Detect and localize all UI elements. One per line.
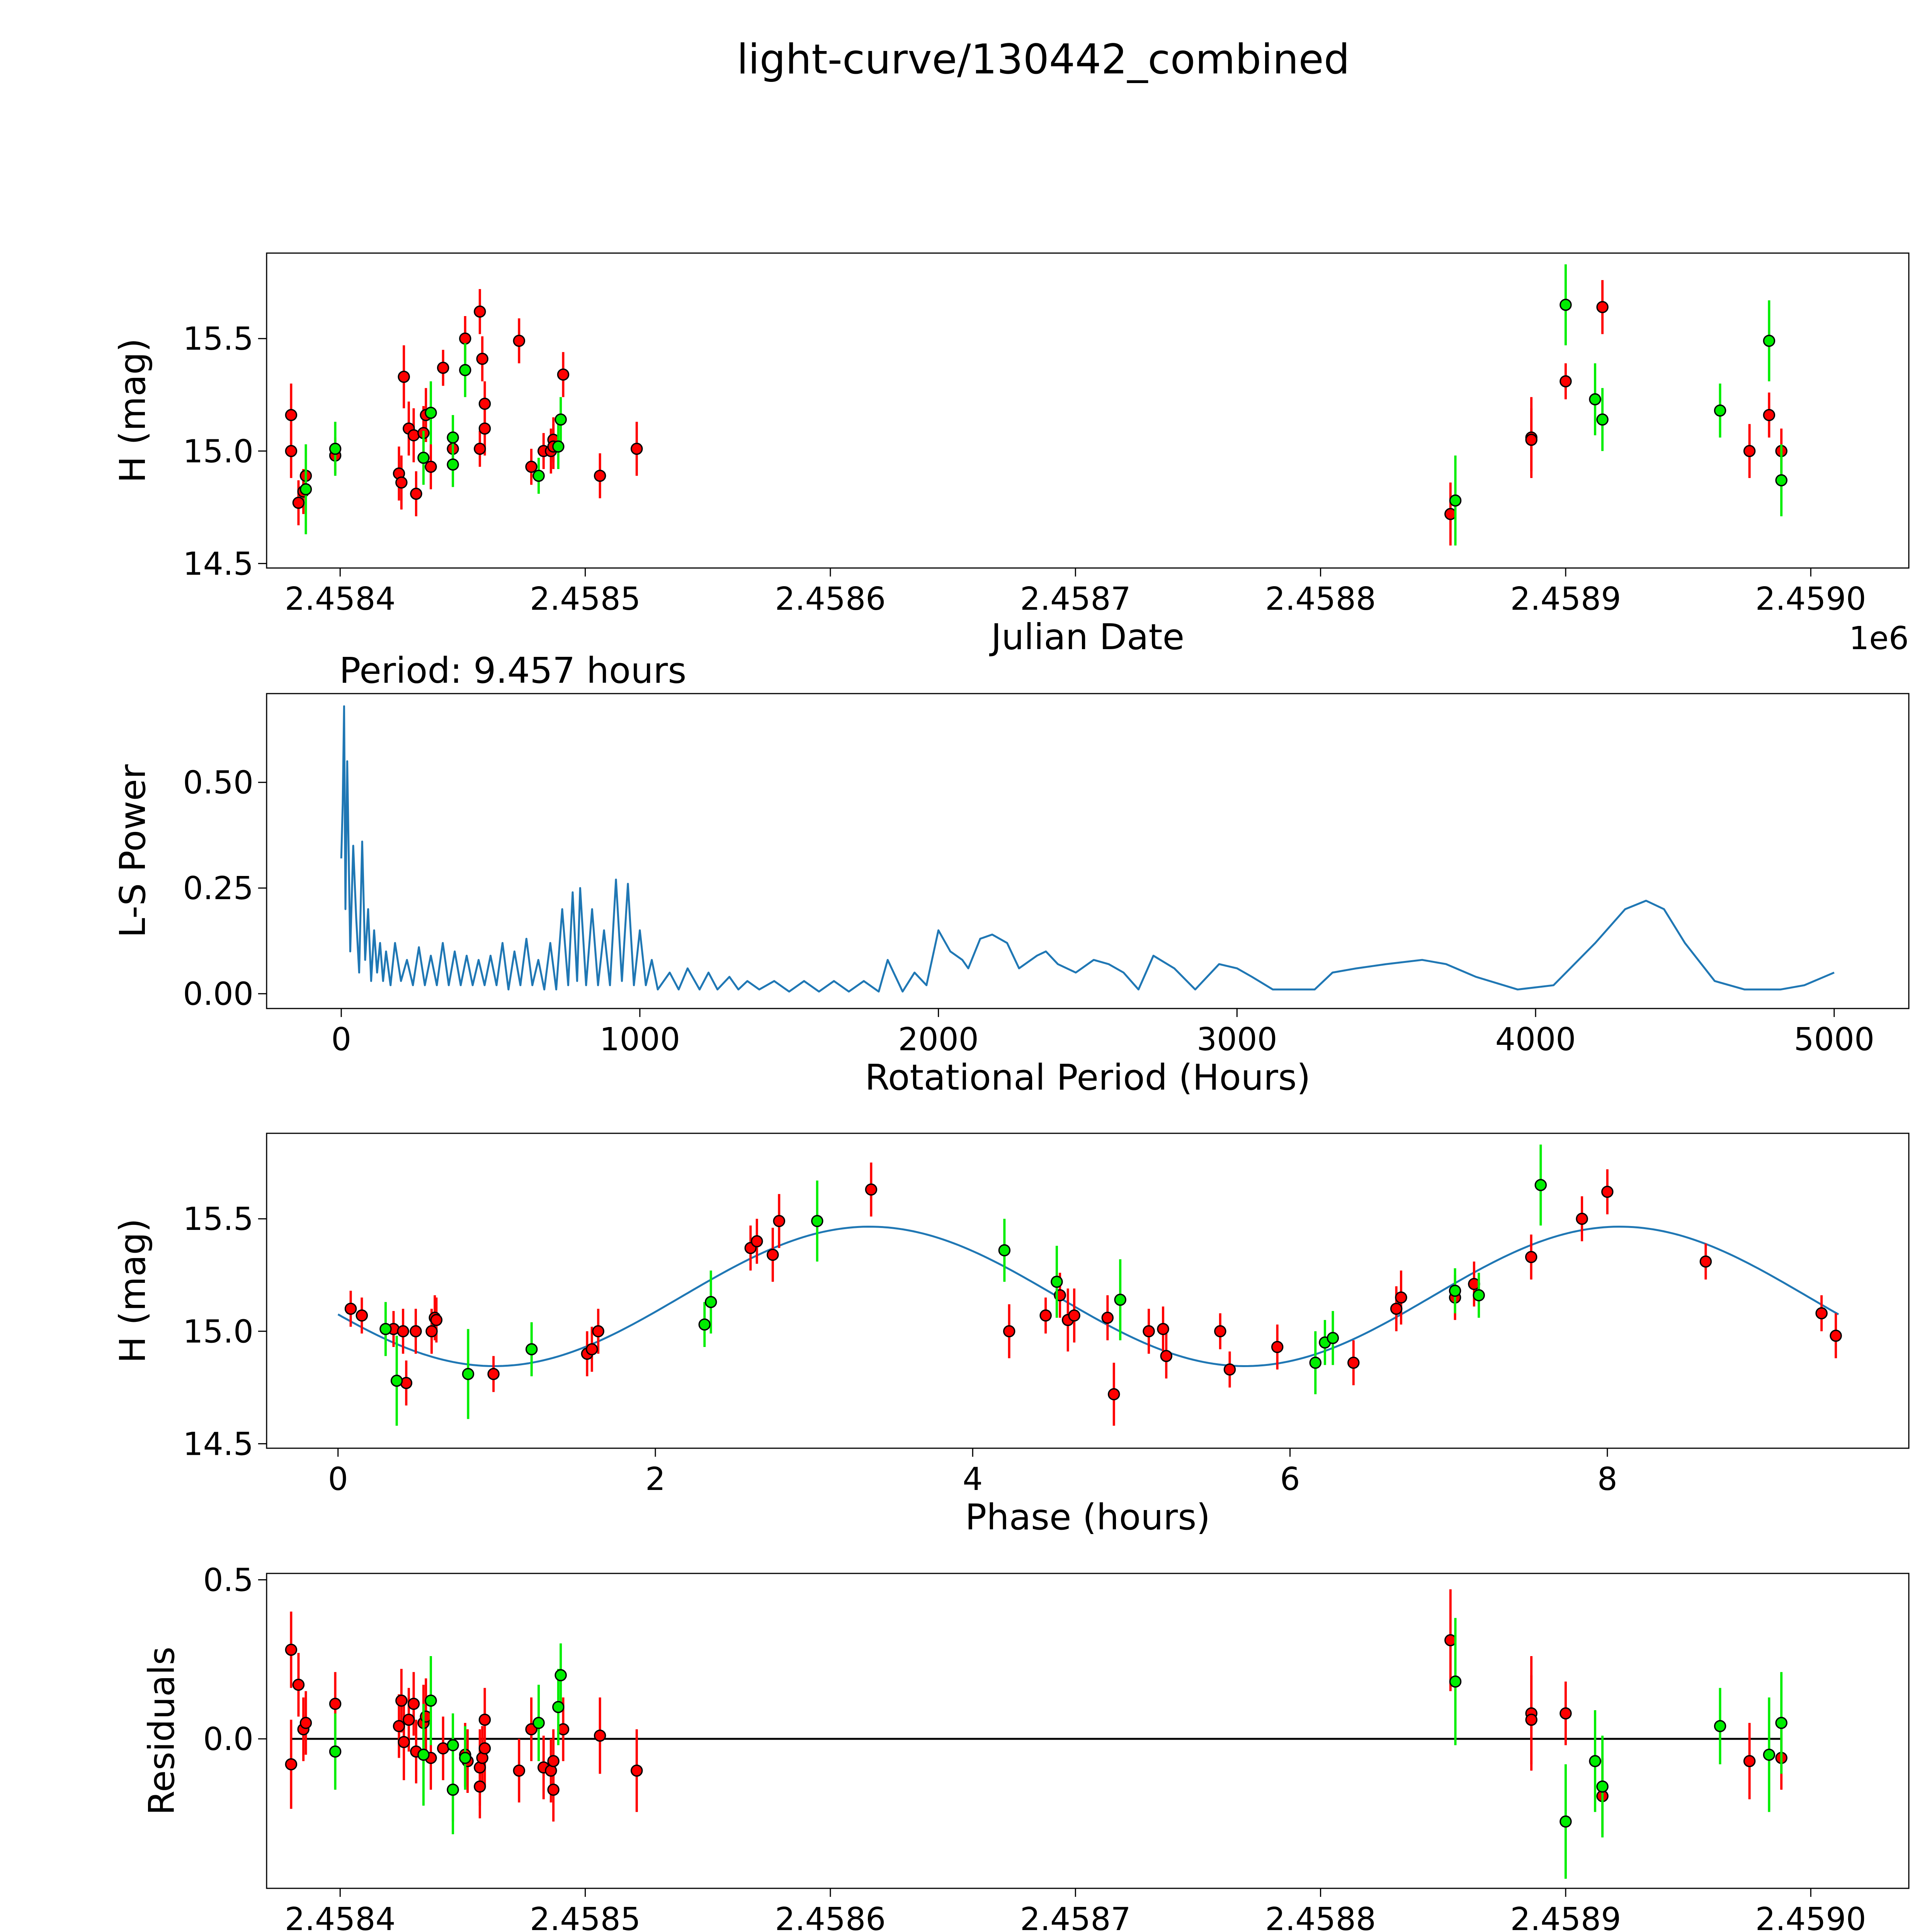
data-point	[548, 1784, 559, 1795]
x-tick-label: 2.4584	[284, 581, 396, 617]
data-point	[1602, 1186, 1613, 1197]
data-point	[595, 470, 605, 481]
data-point	[1560, 299, 1571, 310]
data-point	[431, 1315, 442, 1325]
data-point	[398, 1326, 408, 1337]
data-point	[1348, 1357, 1359, 1368]
data-point	[447, 432, 458, 443]
data-point	[1744, 1756, 1755, 1767]
data-point	[300, 484, 311, 495]
data-point	[286, 446, 296, 456]
data-point	[480, 1743, 490, 1754]
data-point	[1526, 1714, 1537, 1725]
data-point	[345, 1303, 356, 1314]
y-axis-label: L-S Power	[112, 764, 153, 938]
data-point	[812, 1216, 823, 1226]
data-point	[1744, 446, 1755, 456]
x-tick-label: 2.4589	[1510, 581, 1621, 617]
x-tick-label: 2.4590	[1755, 581, 1866, 617]
x-tick-label: 6	[1280, 1461, 1300, 1498]
data-point	[1526, 434, 1537, 445]
data-point	[403, 1714, 414, 1725]
data-point	[1161, 1350, 1172, 1361]
data-point	[1830, 1330, 1841, 1341]
data-point	[286, 1759, 296, 1770]
x-axis-label: Rotational Period (Hours)	[865, 1057, 1311, 1098]
x-tick-label: 4000	[1495, 1021, 1576, 1058]
data-point	[1143, 1326, 1154, 1337]
data-point	[396, 1695, 407, 1706]
data-point	[425, 1695, 436, 1706]
data-point	[533, 470, 544, 481]
y-axis-label: H (mag)	[112, 1218, 153, 1363]
data-point	[526, 461, 537, 472]
data-point	[1102, 1312, 1113, 1323]
data-point	[631, 1765, 642, 1776]
phased-light-curve-panel	[112, 1133, 1909, 1538]
data-point	[555, 1670, 566, 1680]
data-point	[767, 1249, 778, 1260]
data-point	[699, 1319, 710, 1330]
x-tick-label: 2.4587	[1020, 581, 1131, 617]
x-tick-label: 2.4586	[775, 581, 886, 617]
data-point	[631, 443, 642, 454]
data-point	[394, 1721, 405, 1731]
x-tick-label: 5000	[1794, 1021, 1875, 1058]
data-point	[391, 1375, 402, 1386]
axes-frame	[267, 253, 1909, 568]
y-tick-label: 0.00	[183, 976, 253, 1013]
y-tick-label: 0.0	[203, 1721, 253, 1758]
data-point	[1069, 1310, 1080, 1321]
data-point	[488, 1369, 499, 1379]
data-point	[425, 461, 436, 472]
data-point	[1327, 1333, 1338, 1344]
data-point	[1764, 1749, 1774, 1760]
data-point	[460, 333, 471, 344]
data-point	[526, 1344, 537, 1355]
data-point	[447, 1740, 458, 1751]
data-point	[380, 1323, 391, 1334]
data-point	[286, 1645, 296, 1655]
light-curve-panel	[112, 253, 1909, 658]
data-point	[398, 1736, 409, 1747]
data-point	[330, 1699, 341, 1709]
data-point	[410, 1326, 421, 1337]
y-tick-label: 0.50	[183, 764, 253, 801]
x-tick-label: 2.4585	[530, 1901, 641, 1932]
data-point	[411, 488, 422, 499]
period-annotation: Period: 9.457 hours	[339, 650, 687, 691]
x-tick-label: 4	[963, 1461, 983, 1498]
x-tick-label: 2	[645, 1461, 666, 1498]
data-point	[1526, 1252, 1537, 1262]
data-point	[1225, 1364, 1235, 1375]
data-point	[706, 1297, 716, 1308]
data-point	[398, 371, 409, 382]
x-tick-label: 2.4590	[1755, 1901, 1866, 1932]
data-point	[587, 1344, 597, 1355]
data-point	[1215, 1326, 1226, 1337]
data-point	[418, 452, 429, 463]
data-point	[533, 1718, 544, 1728]
data-point	[480, 398, 490, 409]
data-point	[1597, 1781, 1608, 1792]
data-point	[1776, 1718, 1787, 1728]
x-tick-label: 2.4586	[775, 1901, 886, 1932]
data-point	[1158, 1323, 1168, 1334]
data-point	[396, 477, 407, 488]
axes-frame	[267, 1133, 1909, 1448]
data-point	[1577, 1213, 1587, 1224]
x-tick-label: 8	[1597, 1461, 1617, 1498]
y-tick-label: 14.5	[183, 1426, 253, 1463]
data-point	[1816, 1308, 1827, 1319]
data-point	[1450, 1286, 1461, 1296]
data-point	[463, 1369, 473, 1379]
residuals-panel	[141, 1562, 1909, 1932]
data-point	[447, 459, 458, 470]
data-point	[300, 1718, 311, 1728]
y-tick-label: 14.5	[183, 546, 253, 583]
data-point	[426, 1326, 437, 1337]
data-point	[1560, 1816, 1571, 1827]
x-tick-label: 2.4588	[1265, 581, 1376, 617]
data-point	[1590, 394, 1600, 405]
x-tick-label: 2.4584	[284, 1901, 396, 1932]
data-point	[1764, 335, 1774, 346]
data-point	[425, 407, 436, 418]
data-point	[1450, 1676, 1461, 1687]
data-point	[460, 1752, 471, 1763]
x-tick-label: 0	[331, 1021, 352, 1058]
y-tick-label: 15.5	[183, 321, 253, 358]
data-point	[293, 1679, 304, 1690]
x-tick-label: 2000	[898, 1021, 979, 1058]
data-point	[558, 369, 569, 380]
data-point	[408, 1699, 419, 1709]
figure-title: light-curve/130442_combined	[736, 36, 1350, 83]
x-tick-label: 1000	[599, 1021, 680, 1058]
data-point	[1109, 1389, 1119, 1400]
data-point	[438, 362, 449, 373]
data-point	[474, 1781, 485, 1792]
data-point	[1560, 1708, 1571, 1719]
data-point	[1597, 414, 1608, 425]
y-axis-label: H (mag)	[112, 338, 153, 483]
data-point	[752, 1236, 762, 1247]
data-point	[418, 1749, 429, 1760]
data-point	[1004, 1326, 1015, 1337]
data-point	[555, 414, 566, 425]
data-point	[593, 1326, 604, 1337]
data-point	[286, 410, 296, 420]
data-point	[1535, 1180, 1546, 1190]
data-point	[1040, 1310, 1051, 1321]
data-point	[774, 1216, 784, 1226]
y-tick-label: 15.0	[183, 433, 253, 470]
data-point	[1715, 1721, 1726, 1731]
y-tick-label: 0.25	[183, 870, 253, 907]
data-point	[1396, 1292, 1406, 1303]
data-point	[1115, 1294, 1126, 1305]
data-point	[1597, 302, 1608, 313]
data-point	[1310, 1357, 1321, 1368]
y-tick-label: 15.0	[183, 1313, 253, 1350]
x-tick-label: 2.4589	[1510, 1901, 1621, 1932]
data-point	[553, 441, 564, 452]
data-point	[514, 1765, 524, 1776]
data-point	[548, 1756, 559, 1767]
data-point	[356, 1310, 367, 1321]
x-tick-label: 2.4585	[530, 581, 641, 617]
x-offset-label: 1e6	[1849, 620, 1909, 657]
x-axis-label: Julian Date	[991, 616, 1185, 658]
data-point	[460, 365, 471, 376]
data-point	[474, 306, 485, 317]
data-point	[447, 1784, 458, 1795]
x-axis-label: Phase (hours)	[965, 1497, 1211, 1538]
axes-frame	[267, 1573, 1909, 1888]
data-point	[480, 1714, 490, 1725]
data-point	[1391, 1303, 1402, 1314]
data-point	[293, 497, 304, 508]
data-point	[1764, 410, 1774, 420]
data-point	[1560, 376, 1571, 387]
data-point	[514, 335, 524, 346]
data-point	[1776, 475, 1787, 486]
data-point	[553, 1702, 564, 1713]
model-curve	[338, 1227, 1838, 1366]
data-point	[330, 1746, 341, 1757]
x-tick-label: 0	[328, 1461, 348, 1498]
data-point	[1473, 1290, 1484, 1301]
data-point	[480, 423, 490, 434]
data-point	[866, 1184, 876, 1195]
y-tick-label: 15.5	[183, 1201, 253, 1238]
data-point	[1700, 1256, 1711, 1267]
periodogram-panel	[112, 650, 1909, 1098]
data-point	[595, 1730, 605, 1741]
data-point	[999, 1245, 1010, 1256]
x-tick-label: 2.4587	[1020, 1901, 1131, 1932]
y-tick-label: 0.5	[203, 1562, 253, 1599]
y-axis-label: Residuals	[141, 1646, 182, 1815]
x-tick-label: 2.4588	[1265, 1901, 1376, 1932]
data-point	[1272, 1342, 1283, 1352]
data-point	[1715, 405, 1726, 416]
data-point	[477, 354, 488, 364]
x-tick-label: 3000	[1197, 1021, 1277, 1058]
data-point	[1450, 495, 1461, 506]
data-point	[408, 430, 419, 441]
data-point	[1590, 1756, 1600, 1767]
data-point	[1051, 1276, 1062, 1287]
data-point	[330, 443, 341, 454]
data-point	[474, 443, 485, 454]
periodogram-line	[341, 706, 1834, 992]
